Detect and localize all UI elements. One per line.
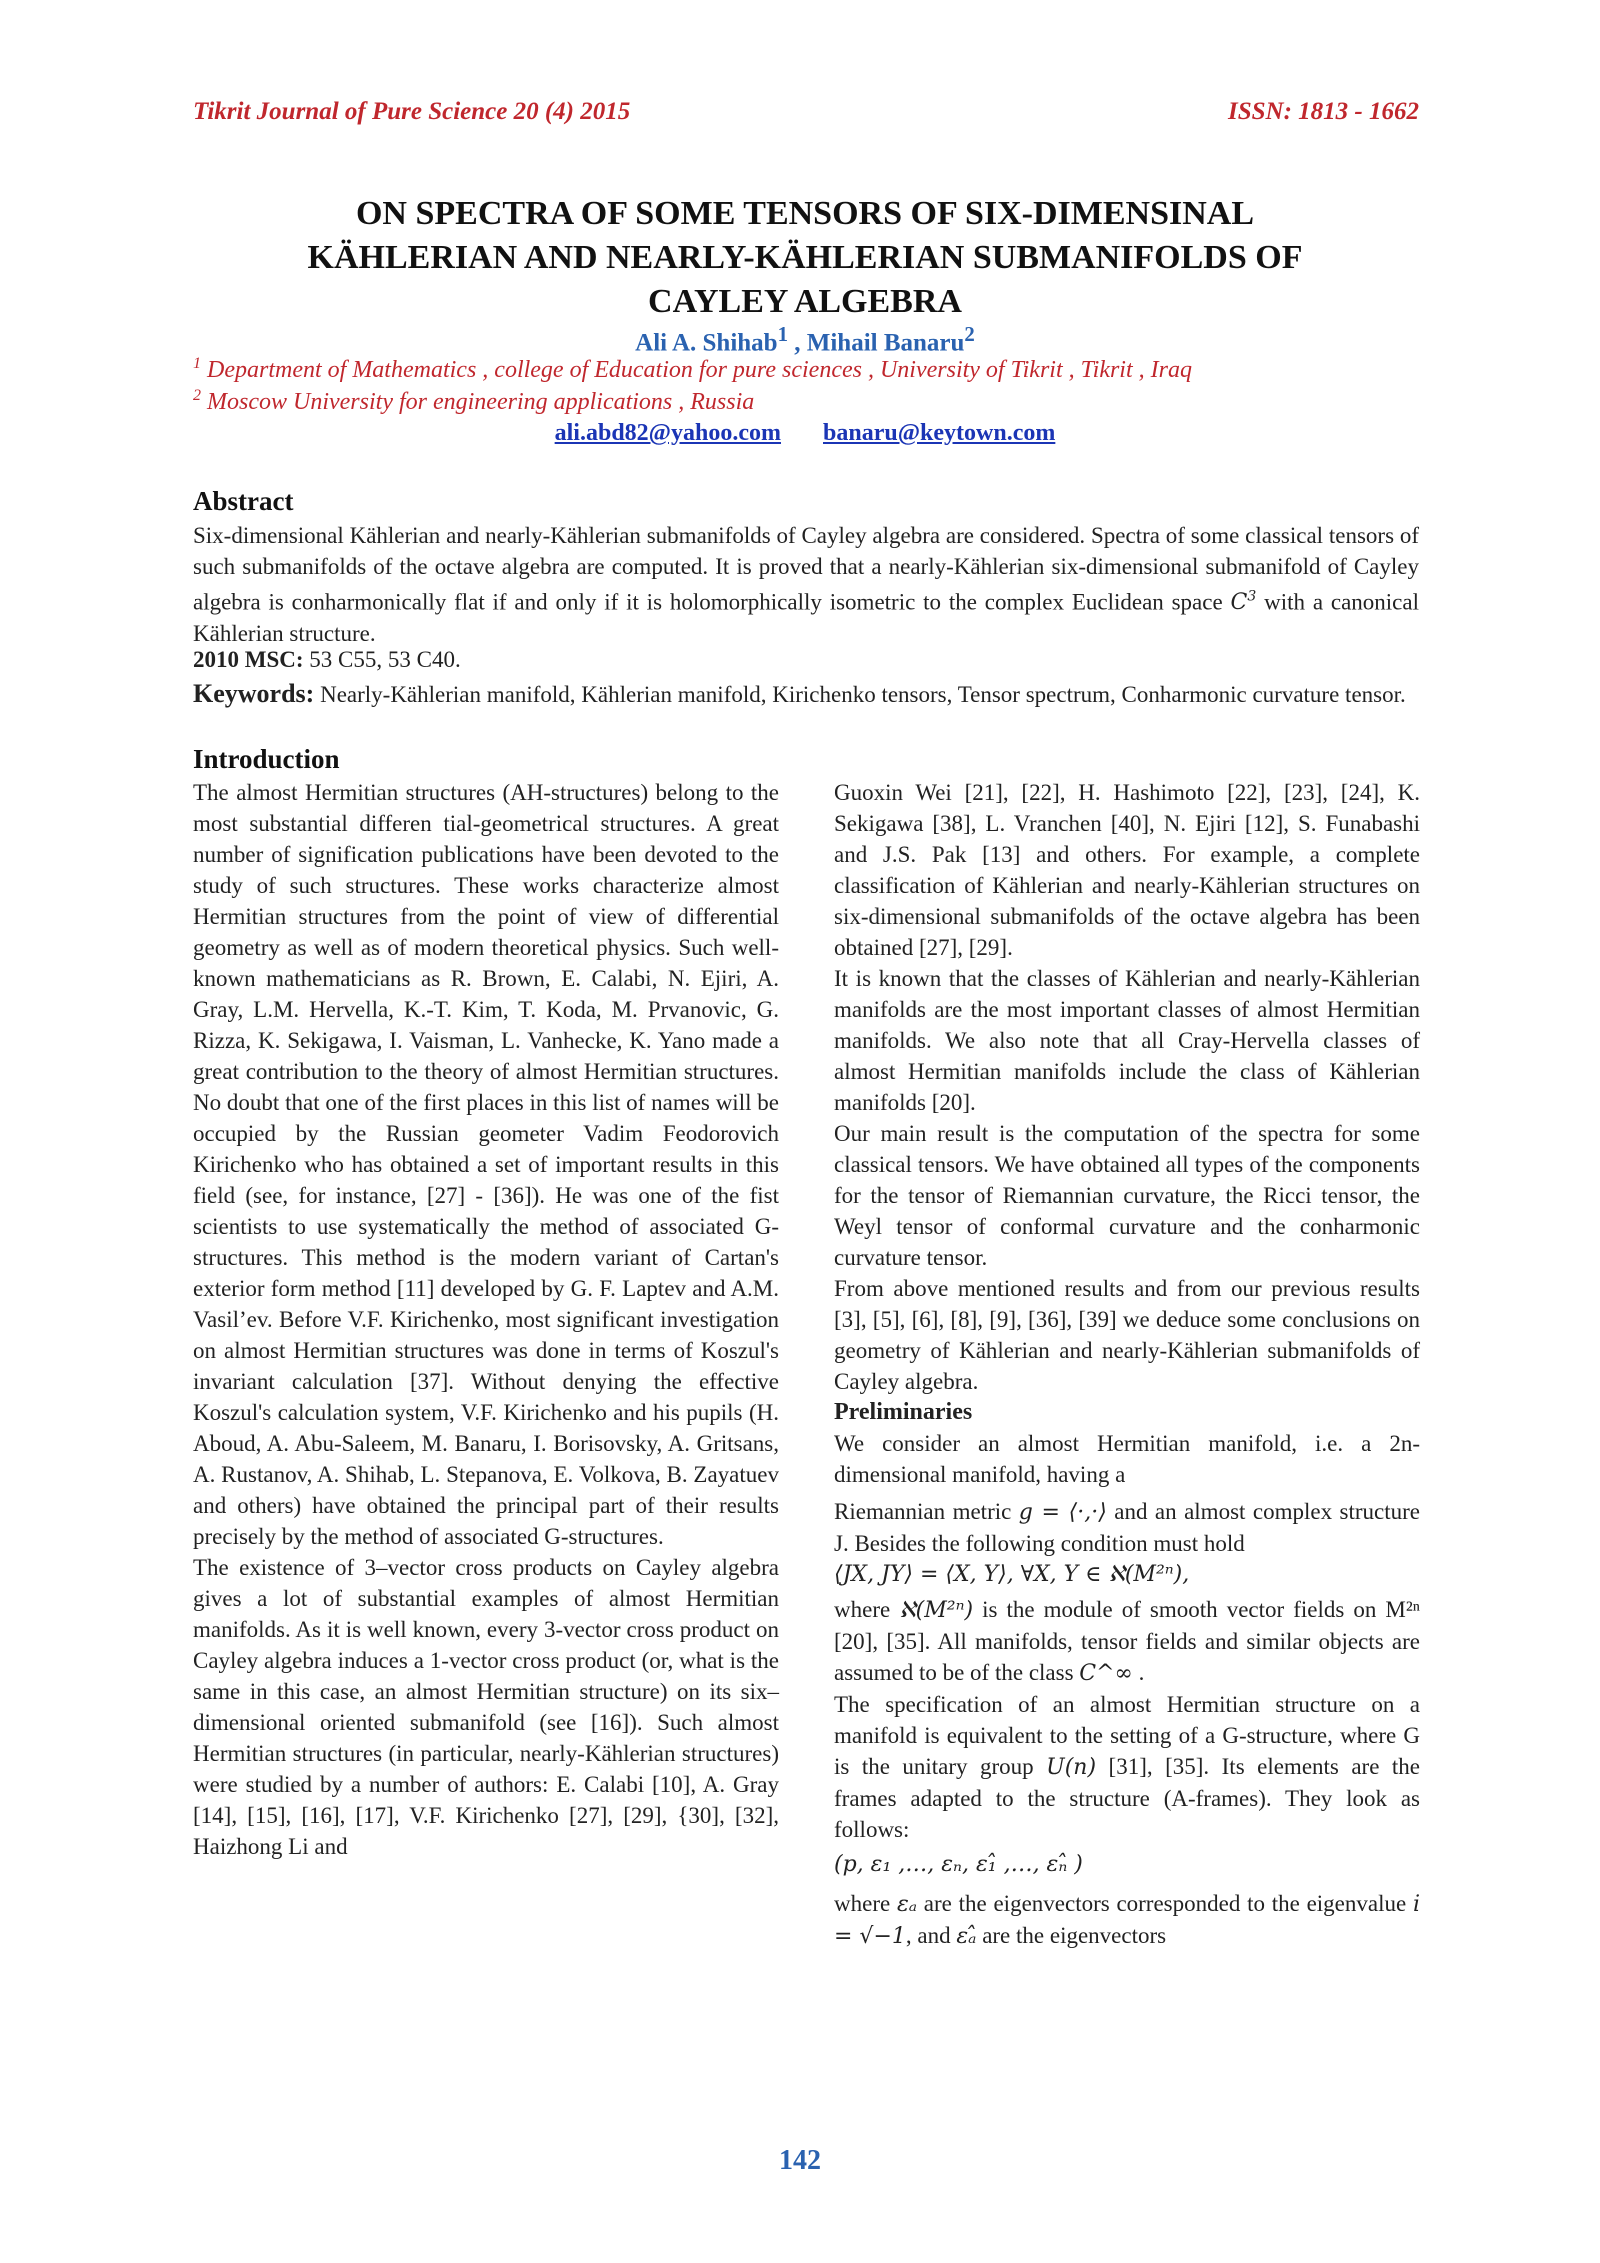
abstract-body-end: with a canonical Kählerian structure. [193, 589, 1419, 647]
abstract-body: Six-dimensional Kählerian and nearly-Kählerian submanifolds of Cayley algebra are considered. Spectra of some classical tensors of such submanifolds of the octave algebra are computed. It is proved that a nearly-Kählerian six-dimensional submanifold of Cayley algebra is conharmonically flat if and only if it is holomorphically isometric to the complex Euclidean space [193, 523, 1419, 615]
paragraph: We consider an almost Hermitian manifold, i.e. a 2n-dimensional manifold, having a [834, 1431, 1420, 1487]
issn: ISSN: 1813 - 1662 [1228, 98, 1419, 125]
email-link-2[interactable]: banaru@keytown.com [823, 420, 1056, 446]
text-run: [31], [35]. Its elements are the frames adapted to the structure (A-frames). They look as follows: [834, 1754, 1420, 1842]
keywords-value: Nearly-Kählerian manifold, Kählerian manifold, Kirichenko tensors, Tensor spectrum, Conharmonic curvature tensor. [314, 682, 1406, 707]
left-column [193, 777, 779, 1862]
a-frame-formula: (p, ε₁ ,…, εₙ, ε₁̂ ,…, εₙ̂ ) [834, 1852, 1083, 1877]
paragraph: The existence of 3–vector cross products on Cayley algebra gives a lot of substantial examples of almost Hermitian manifolds. As it is well known, every 3-vector cross product on Cayley algebra induces a 1-vector cross product (or, what is the same in this case, an almost Hermitian structure) on its six–dimensional oriented submanifold (see [16]). Such almost Hermitian structures (in particular, nearly-Kählerian structures) were studied by a number of authors: E. Calabi [10], A. Gray [14], [15], [16], [17], V.F. Kirichenko [27], [29], {30], [32], Haizhong Li and [193, 1555, 779, 1859]
space-exponent: 3 [1247, 589, 1257, 605]
msc-label: 2010 MSC: [193, 647, 304, 672]
author-mark: 1 [777, 322, 788, 346]
paragraph [834, 1689, 1420, 1845]
metric-formula: g = ⟨·,·⟩ [1018, 1500, 1107, 1525]
affiliation-mark: 2 [193, 387, 201, 404]
running-header [193, 98, 1419, 138]
text-run: are the eigenvectors [976, 1923, 1167, 1948]
affiliation-2 [193, 387, 754, 416]
page-number: 142 [779, 2145, 821, 2176]
email-link-1[interactable]: ali.abd82@yahoo.com [554, 420, 781, 446]
paragraph: Our main result is the computation of the spectra for some classical tensors. We have obtained all types of the components for the tensor of Riemannian curvature, the Ricci tensor, the Weyl tensor of conformal curvature and the conharmonic curvature tensor. [834, 1121, 1420, 1270]
text-run: are the eigenvectors corresponded to the eigenvalue [917, 1891, 1413, 1916]
text-run: is the module of smooth vector fields on M²ⁿ [20], [35]. All manifolds, tensor fields and similar objects are assumed to be of the class [834, 1597, 1421, 1685]
right-column [834, 777, 1420, 1952]
paragraph: The almost Hermitian structures (AH-structures) belong to the most substantial differen tial-geometrical structures. A great number of signification publications have been devoted to the study of such structures. These works characterize almost Hermitian structures from the point of view of differential geometry as well as of modern theoretical physics. Such well-known mathematicians as R. Brown, E. Calabi, N. Ejiri, A. Gray, L.M. Hervella, K.-T. Kim, T. Koda, M. Prvanovic, G. Rizza, K. Sekigawa, I. Vaisman, L. Vanhecke, K. Yano made a great contribution to the theory of almost Hermitian structures. No doubt that one of the first places in this list of names will be occupied by the Russian geometer Vadim Feodorovich Kirichenko who has obtained a set of important results in this field (see, for instance, [27] - [36]). He was one of the fist scientists to use systematically the method of associated G-structures. This method is the modern variant of Cartan's exterior form method [11] developed by G. F. Laptev and A.M. Vasil’ev. Before V.F. Kirichenko, most significant investigation on almost Hermitian structures was done in terms of Koszul's invariant calculation [37]. Without denying the effective Koszul's calculation system, V.F. Kirichenko and his pupils (H. Aboud, A. Abu-Saleem, M. Banaru, I. Borisovsky, A. Gritsans, A. Rustanov, A. Shihab, L. Stepanova, E. Volkova, B. Zayatuev and others) have obtained the principal part of their results precisely by the method of associated G-structures. [193, 780, 779, 1549]
paragraph [834, 1496, 1420, 1559]
affiliation-mark: 1 [193, 355, 201, 372]
author-list [160, 322, 1450, 357]
title-line: KÄHLERIAN AND NEARLY-KÄHLERIAN SUBMANIFOLDS OF [307, 239, 1303, 276]
text-run: . [1132, 1660, 1145, 1685]
eigenvector-symbol-hat: εₐ̂ [956, 1924, 977, 1949]
keywords-label: Keywords: [193, 679, 315, 708]
affiliation-text: Moscow University for engineering applications , Russia [201, 389, 755, 415]
author-mark: 2 [964, 322, 975, 346]
text-run: where [834, 1597, 900, 1622]
title-line: CAYLEY ALGEBRA [648, 283, 962, 320]
paragraph [834, 1888, 1420, 1952]
smooth-class-symbol: C^∞ [1079, 1661, 1133, 1686]
unitary-group-symbol: U(n) [1046, 1755, 1097, 1780]
space-symbol: C [1230, 590, 1248, 616]
text-run: and an almost complex structure J. Besides the following condition must hold [834, 1499, 1420, 1556]
eigenvalue-formula: i = √−1 [834, 1892, 1421, 1949]
email-list [160, 420, 1450, 447]
journal-name: Tikrit Journal of Pure Science 20 (4) 2015 [193, 98, 631, 125]
paragraph: Guoxin Wei [21], [22], H. Hashimoto [22], [23], [24], K. Sekigawa [38], L. Vranchen [40], N. Ejiri [12], S. Funabashi and J.S. Pak [13] and others. For example, a complete classification of Kählerian and nearly-Kählerian structures on six-dimensional submanifolds of the octave algebra has been obtained [27], [29]. [834, 780, 1420, 960]
keywords-line [193, 678, 1419, 710]
preliminaries-heading: Preliminaries [834, 1399, 973, 1425]
hermitian-condition-formula: ⟨JX, JY⟩ = ⟨X, Y⟩, ∀X, Y ∈ ℵ(M²ⁿ), [834, 1562, 1190, 1587]
complex-space-symbol [1231, 590, 1257, 615]
affiliation-text: Department of Mathematics , college of Education for pure sciences , University of Tikrit , Tikrit , Iraq [201, 357, 1192, 383]
msc-line [193, 647, 461, 673]
affiliation-1 [193, 355, 1192, 384]
introduction-heading: Introduction [193, 744, 340, 774]
abstract-text [193, 520, 1419, 649]
text-run: Riemannian metric [834, 1499, 1019, 1524]
eigenvector-symbol: εₐ [896, 1892, 918, 1917]
paper-title [160, 192, 1450, 324]
module-symbol: ℵ(M²ⁿ) [899, 1598, 974, 1623]
author-name: Mihail Banaru [806, 329, 965, 357]
title-line: ON SPECTRA OF SOME TENSORS OF SIX-DIMENSINAL [355, 195, 1254, 232]
text-run: where [834, 1891, 897, 1916]
author-separator: , [788, 329, 807, 357]
abstract-heading: Abstract [193, 486, 294, 516]
paragraph: From above mentioned results and from our previous results [3], [5], [6], [8], [9], [36], [39] we deduce some conclusions on geometry of Kählerian and nearly-Kählerian submanifolds of Cayley algebra. [834, 1276, 1420, 1394]
text-run: The specification of an almost Hermitian structure on a manifold is equivalent to the setting of a G-structure, where G is the unitary group [834, 1692, 1420, 1779]
text-run: , and [905, 1923, 957, 1948]
paragraph: It is known that the classes of Kählerian and nearly-Kählerian manifolds are the most important classes of almost Hermitian manifolds. We also note that all Cray-Hervella classes of almost Hermitian manifolds include the class of Kählerian manifolds [20]. [834, 966, 1420, 1115]
paragraph [834, 1594, 1420, 1689]
author-name: Ali A. Shihab [635, 329, 778, 357]
msc-value: 53 C55, 53 C40. [303, 647, 461, 672]
